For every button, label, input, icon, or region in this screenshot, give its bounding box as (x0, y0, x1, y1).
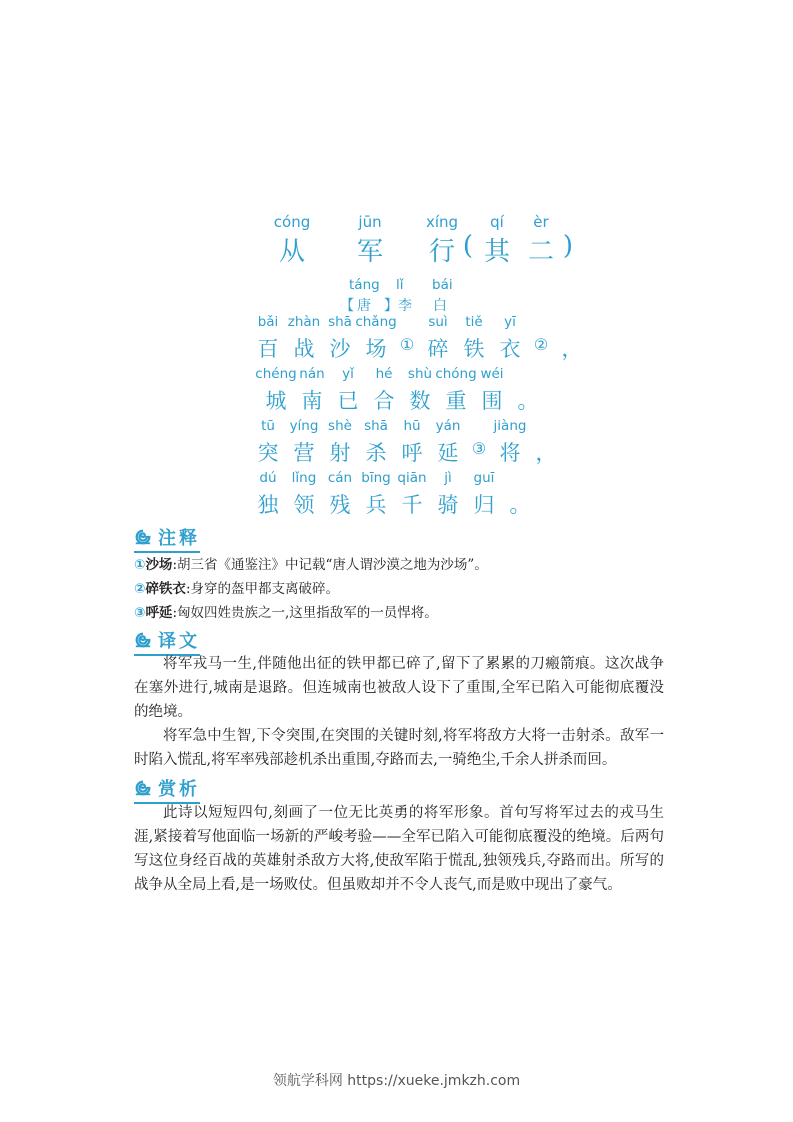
hanzi: 兵 (365, 493, 387, 517)
title-char: jūn 军 (356, 213, 383, 267)
poem-char (250, 418, 286, 468)
hanzi: 重 (445, 389, 467, 413)
hanzi: 领 (293, 493, 315, 517)
poem-char (554, 314, 590, 364)
hanzi: 衣 (499, 337, 521, 361)
pinyin: wéi (480, 366, 504, 382)
poem-line (250, 470, 538, 520)
section-title: 赏析 (158, 779, 200, 800)
poem-char (430, 418, 466, 468)
poem-char (322, 470, 358, 520)
poem-char (330, 366, 366, 416)
author-pinyin: bái (432, 277, 453, 293)
pinyin: suì (428, 314, 448, 330)
note-number: ③ (134, 605, 146, 621)
pinyin: shā (364, 418, 388, 434)
note-text: :胡三省《通鉴注》中记载“唐人谓沙漠之地为沙场”。 (172, 557, 488, 573)
hanzi: 突 (257, 441, 279, 465)
note-term: 沙场 (145, 557, 173, 573)
poem-char (435, 366, 477, 416)
poem-char (255, 366, 297, 416)
poem-char (420, 314, 456, 364)
hanzi: 归 (473, 493, 495, 517)
note-text: :身穿的盔甲都支离破碎。 (185, 581, 339, 597)
hanzi: 杀 (365, 441, 387, 465)
hanzi: 铁 (463, 337, 485, 361)
pinyin: bīng (361, 470, 391, 486)
pinyin: guī (473, 470, 495, 486)
poem-char (492, 418, 528, 468)
pinyin: tiě (465, 314, 483, 330)
pinyin: chéng (255, 366, 297, 382)
poem-char (355, 314, 397, 364)
poem-char (528, 418, 564, 468)
hanzi: 独 (257, 493, 279, 517)
hanzi: 延 (437, 441, 459, 465)
hanzi: ① (399, 335, 415, 354)
section-header-appreciation (134, 775, 200, 804)
hanzi: 骑 (437, 493, 459, 517)
note-number: ① (134, 557, 146, 573)
hanzi: ③ (471, 439, 487, 458)
title-paren: ) (562, 231, 574, 261)
hanzi: 沙 (329, 337, 351, 361)
pinyin: bǎi (257, 314, 279, 330)
poem-char (322, 314, 358, 364)
poem-line (250, 314, 590, 364)
title-char: qí 其 (483, 213, 510, 267)
pinyin: lǐng (291, 470, 317, 486)
pinyin: qiān (397, 470, 427, 486)
pinyin: yíng (289, 418, 319, 434)
hanzi: 。 (509, 493, 531, 517)
poem-char (286, 418, 322, 468)
hanzi: ② (533, 335, 549, 354)
poem-author (340, 277, 480, 315)
hanzi: 场 (365, 337, 387, 361)
hanzi: 南 (301, 389, 323, 413)
hanzi: 数 (409, 389, 431, 413)
pinyin: jiàng (493, 418, 527, 434)
pinyin: dú (259, 470, 277, 486)
pinyin: shā (328, 314, 352, 330)
hanzi: 营 (293, 441, 315, 465)
poem-char (250, 314, 286, 364)
poem-char (430, 470, 466, 520)
poem-char (250, 470, 286, 520)
swirl-icon (134, 528, 152, 546)
footnote-marker (528, 314, 554, 364)
pinyin: cán (327, 470, 353, 486)
hanzi: 千 (401, 493, 423, 517)
note-text: :匈奴四姓贵族之一,这里指敌军的一员悍将。 (172, 605, 438, 621)
poem-line (250, 418, 564, 468)
hanzi: 百 (257, 337, 279, 361)
poem-char (358, 470, 394, 520)
hanzi: ， (561, 337, 583, 361)
author-pinyin: táng (349, 277, 380, 293)
poem-char (466, 470, 502, 520)
pinyin: jì (444, 470, 452, 486)
poem-char (286, 470, 322, 520)
swirl-icon (134, 779, 152, 797)
poem-char (366, 366, 402, 416)
note-term: 碎铁衣 (145, 581, 186, 597)
hanzi: ， (535, 441, 557, 465)
note-term: 呼延 (145, 605, 173, 621)
hanzi: 残 (329, 493, 351, 517)
section-title: 注释 (158, 528, 200, 549)
poem-char (456, 314, 492, 364)
hanzi: 已 (337, 389, 359, 413)
poem-char (394, 470, 430, 520)
author-pinyin: lǐ (396, 277, 404, 293)
pinyin: tū (261, 418, 275, 434)
hanzi: 城 (265, 389, 287, 413)
pinyin: chǎng (355, 314, 397, 330)
title-char: èr 二 (527, 213, 554, 267)
pinyin: nán (299, 366, 325, 382)
hanzi: 合 (373, 389, 395, 413)
author-bracket: 【 (340, 298, 354, 314)
note-item (134, 601, 488, 625)
poem-char (322, 418, 358, 468)
author-name: 】李 (384, 298, 412, 314)
poem-char (358, 418, 394, 468)
poem-char (492, 314, 528, 364)
note-item (134, 553, 488, 577)
poem-char (394, 418, 430, 468)
poem-line (255, 366, 546, 416)
footer-watermark: 领航学科网 https://xueke.jmkzh.com (272, 1073, 521, 1089)
pinyin: yī (504, 314, 516, 330)
section-header-notes (134, 524, 200, 553)
section-title: 译文 (158, 631, 200, 652)
author-name: 白 (433, 298, 447, 314)
poem-char (286, 314, 322, 364)
author-dynasty: 唐 (357, 298, 371, 314)
pinyin: hū (403, 418, 421, 434)
hanzi: 。 (517, 389, 539, 413)
title-paren: ( (462, 231, 474, 261)
pinyin: yán (435, 418, 461, 434)
translation-paragraph: 将军急中生智,下令突围,在突围的关键时刻,将军将敌方大将一击射杀。敌军一时陷入慌乱,将军率残部趁机杀出重围,夺路而去,一骑绝尘,千余人拼杀而回。 (134, 728, 664, 768)
pinyin: shè (328, 418, 352, 434)
note-number: ② (134, 581, 146, 597)
hanzi: 碎 (427, 337, 449, 361)
pinyin: yǐ (342, 366, 354, 382)
hanzi: 呼 (401, 441, 423, 465)
hanzi: 将 (499, 441, 521, 465)
notes-list (134, 553, 488, 625)
footnote-marker (394, 314, 420, 364)
title-char: xíng 行 (425, 213, 459, 267)
pinyin: shù (407, 366, 433, 382)
pinyin: chóng (435, 366, 477, 382)
poem-char (474, 366, 510, 416)
hanzi: 射 (329, 441, 351, 465)
swirl-icon (134, 631, 152, 649)
translation-paragraph: 将军戎马一生,伴随他出征的铁甲都已碎了,留下了累累的刀瘢箭痕。这次战争在塞外进行,城南是退路。但连城南也被敌人设下了重围,全军已陷入可能彻底覆没的绝境。 (134, 656, 664, 720)
poem-char (510, 366, 546, 416)
title-char: cóng 从 (273, 213, 311, 267)
poem-char (402, 366, 438, 416)
pinyin: zhàn (287, 314, 321, 330)
poem-char (502, 470, 538, 520)
pinyin: hé (375, 366, 393, 382)
poem-char (294, 366, 330, 416)
hanzi: 围 (481, 389, 503, 413)
note-item (134, 577, 488, 601)
footnote-marker (466, 418, 492, 468)
hanzi: 战 (293, 337, 315, 361)
appreciation-paragraph: 此诗以短短四句,刻画了一位无比英勇的将军形象。首句写将军过去的戎马生涯,紧接着写他面临一场新的严峻考验——全军已陷入可能彻底覆没的绝境。后两句写这位身经百战的英雄射杀敌方大将,使敌军陷于慌乱,独领残兵,夺路而出。所写的战争从全局上看,是一场败仗。但虽败却并不令人丧气,而是败中现出了豪气。 (134, 805, 664, 893)
